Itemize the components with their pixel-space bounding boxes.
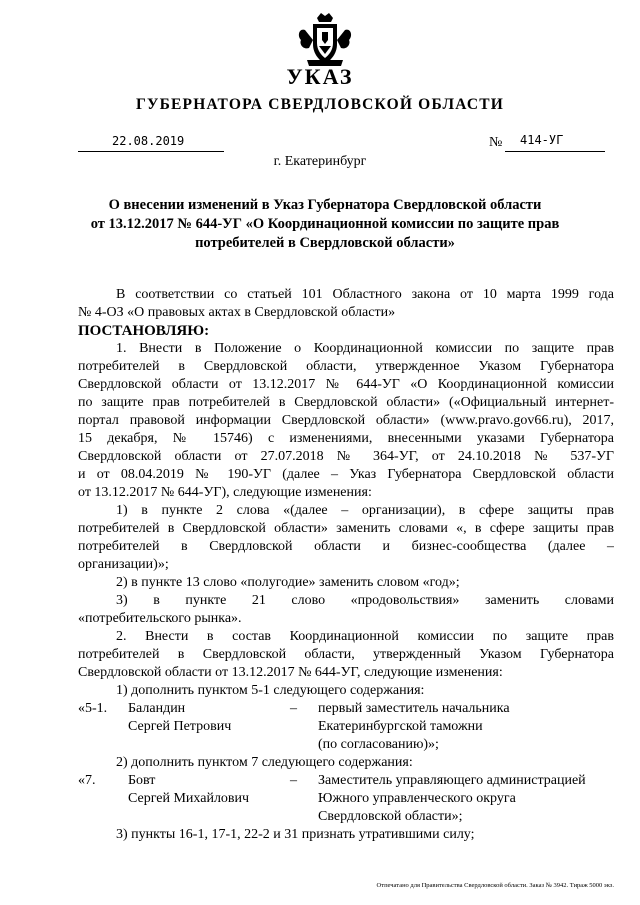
member-surname: Бовт	[128, 773, 156, 788]
number-sign: №	[489, 135, 503, 150]
member-entry-row	[78, 772, 614, 790]
member-position: Екатеринбургской таможни	[318, 719, 483, 734]
paragraph-line: Свердловской области от 13.12.2017 № 644-УГ «О Координационной комиссии	[78, 377, 614, 392]
issuing-authority: ГУБЕРНАТОРА СВЕРДЛОВСКОЙ ОБЛАСТИ	[135, 96, 505, 113]
paragraph-line: Свердловской области от 27.07.2018 № 364-УГ, от 24.10.2018 № 537-УГ	[78, 449, 614, 464]
preamble-line: № 4-ОЗ «О правовых актах в Свердловской области»	[78, 305, 396, 320]
entry-number: «7.	[78, 773, 96, 788]
subitem-line: 3) пункты 16-1, 17-1, 22-2 и 31 признать утратившими силу;	[116, 827, 475, 842]
subitem-line: организации)»;	[78, 557, 169, 572]
member-entry-row	[78, 790, 614, 808]
member-given-name: Сергей Михайлович	[128, 791, 250, 806]
title-line: от 13.12.2017 № 644-УГ «О Координационной комиссии по защите прав	[90, 216, 560, 232]
member-entry-row	[78, 736, 614, 754]
member-position: Свердловской области»;	[318, 809, 463, 824]
coat-of-arms-emblem	[295, 10, 355, 70]
decree-title	[60, 196, 590, 253]
city: г. Екатеринбург	[273, 154, 367, 169]
subitem-line: 1) дополнить пунктом 5-1 следующего содержания:	[116, 683, 425, 698]
paragraph-line: потребителей в Свердловской области, утвержденное Указом Губернатора	[78, 359, 614, 374]
paragraph-line: Свердловской области от 13.12.2017 № 644-УГ, следующие изменения:	[78, 665, 503, 680]
decree-number: 414-УГ	[520, 133, 564, 147]
paragraph-line: по защите прав потребителей в Свердловской области» («Официальный интернет-	[78, 395, 614, 410]
print-footer: Отпечатано для Правительства Свердловской области. Заказ № 3942. Тираж 5000 экз.	[376, 882, 614, 889]
paragraph-line: 15 декабря, № 15746) с изменениями, внесенными указами Губернатора	[78, 431, 614, 446]
paragraph-line: 1. Внести в Положение о Координационной комиссии по защите прав	[116, 341, 614, 356]
paragraph-line: потребителей в Свердловской области, утвержденный Указом Губернатора	[78, 647, 614, 662]
member-given-name: Сергей Петрович	[128, 719, 232, 734]
member-position: первый заместитель начальника	[318, 701, 510, 716]
resolve-heading: ПОСТАНОВЛЯЮ:	[78, 323, 210, 339]
title-line: потребителей в Свердловской области»	[195, 235, 455, 251]
member-position: Южного управленческого округа	[318, 791, 516, 806]
subitem-line: потребителей в Свердловской области и бизнес-сообщества (далее –	[78, 539, 614, 554]
subitem-line: «потребительского рынка».	[78, 611, 242, 626]
date-underline	[78, 151, 224, 152]
entry-dash: –	[290, 773, 297, 788]
member-position: (по согласованию)»;	[318, 737, 439, 752]
member-entry-row	[78, 718, 614, 736]
member-entry-row	[78, 700, 614, 718]
number-underline	[505, 151, 605, 152]
paragraph-line: и от 08.04.2019 № 190-УГ (далее – Указ Губернатора Свердловской области	[78, 467, 614, 482]
entry-number: «5-1.	[78, 701, 108, 716]
member-position: Заместитель управляющего администрацией	[318, 773, 586, 788]
title-line: О внесении изменений в Указ Губернатора Свердловской области	[108, 197, 542, 213]
entry-dash: –	[290, 701, 297, 716]
subitem-line: 2) дополнить пунктом 7 следующего содержания:	[116, 755, 413, 770]
document-type: УКАЗ	[286, 64, 354, 89]
subitem-line: 2) в пункте 13 слово «полугодие» заменить словом «год»;	[116, 575, 460, 590]
paragraph-line: портал правовой информации Свердловской области» (www.pravo.gov66.ru), 2017,	[78, 413, 614, 428]
subitem-line: 3) в пункте 21 слово «продовольствия» заменить словами	[116, 593, 614, 608]
subitem-line: 1) в пункте 2 слова «(далее – организации), в сфере защиты прав	[116, 503, 614, 518]
decree-body	[78, 286, 614, 844]
member-surname: Баландин	[128, 701, 186, 716]
preamble-line: В соответствии со статьей 101 Областного закона от 10 марта 1999 года	[116, 287, 614, 302]
paragraph-line: от 13.12.2017 № 644-УГ), следующие изменения:	[78, 485, 372, 500]
member-entry-row	[78, 808, 614, 826]
subitem-line: потребителей в Свердловской области» заменить словами «, в сфере защиты прав	[78, 521, 614, 536]
paragraph-line: 2. Внести в состав Координационной комиссии по защите прав	[116, 629, 614, 644]
decree-date: 22.08.2019	[112, 134, 185, 148]
